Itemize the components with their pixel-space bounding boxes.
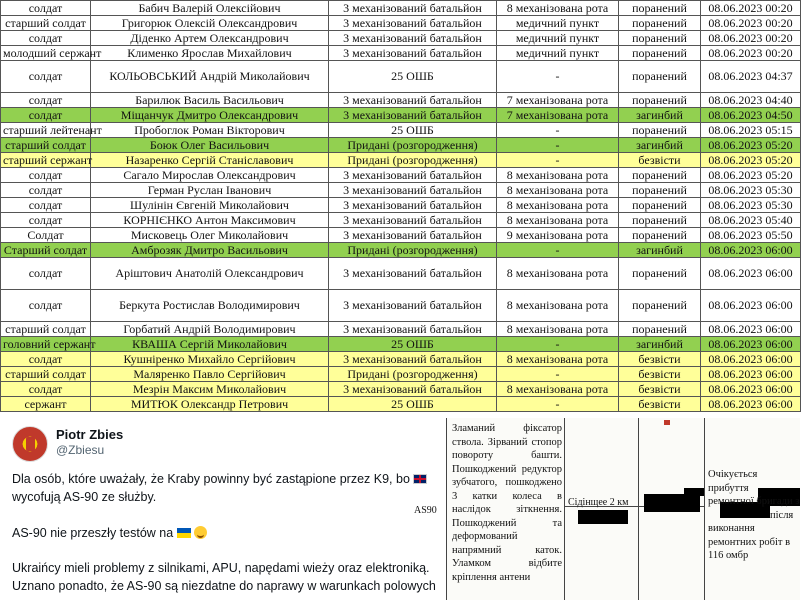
tweet-paragraph-1	[12, 470, 437, 506]
cell-datetime: 08.06.2023 05:20	[701, 153, 801, 168]
cell-datetime: 08.06.2023 05:30	[701, 198, 801, 213]
cell-name: Сагало Мирослав Олександрович	[91, 168, 329, 183]
cell-status: загинбий	[619, 243, 701, 258]
cell-name: КВАША Сергій Миколайович	[91, 337, 329, 352]
cell-subunit: 8 механізована рота	[497, 1, 619, 16]
tweet-paragraph-2	[12, 524, 437, 542]
redaction-block	[578, 510, 628, 524]
tweet-text-line: wycofują AS-90 ze służby.	[12, 490, 157, 504]
cell-name: Григорюк Олексій Олександрович	[91, 16, 329, 31]
document-scan	[414, 418, 800, 600]
cell-unit: 3 механізований батальйон	[329, 322, 497, 337]
cell-rank: старший лейтенант	[1, 123, 91, 138]
defect-word: Зламаний	[452, 423, 496, 434]
cell-status: поранений	[619, 322, 701, 337]
cell-rank: молодший сержант	[1, 46, 91, 61]
cell-status: поранений	[619, 31, 701, 46]
defect-word: антени	[499, 571, 531, 583]
cell-datetime: 08.06.2023 06:00	[701, 258, 801, 290]
cell-status: загинбий	[619, 108, 701, 123]
table-row	[1, 198, 801, 213]
defects-text	[452, 422, 562, 584]
cell-unit: 3 механізований батальйон	[329, 16, 497, 31]
cell-subunit: -	[497, 153, 619, 168]
cell-status: безвісти	[619, 153, 701, 168]
cell-name: Кушніренко Михайло Сергійович	[91, 352, 329, 367]
cell-datetime: 08.06.2023 06:00	[701, 352, 801, 367]
note-text	[708, 468, 800, 563]
cell-subunit: 8 механізована рота	[497, 213, 619, 228]
cell-unit: 25 ОШБ	[329, 123, 497, 138]
tweet-paragraph-3	[12, 559, 437, 595]
cell-subunit: 8 механізована рота	[497, 258, 619, 290]
cell-datetime: 08.06.2023 06:00	[701, 367, 801, 382]
table-row	[1, 243, 801, 258]
tweet-author-handle[interactable]: @Zbiesu	[56, 443, 105, 457]
cell-subunit: -	[497, 397, 619, 412]
table-row	[1, 228, 801, 243]
cell-status: поранений	[619, 168, 701, 183]
cell-status: поранений	[619, 46, 701, 61]
note-line: виконання	[708, 523, 755, 534]
tweet-text-line: Ukraińcy mieli problemy z silnikami, APU, napędami wieży oraz elektroniką.	[12, 561, 430, 575]
cell-unit: 3 механізований батальйон	[329, 1, 497, 16]
cell-status: загинбий	[619, 337, 701, 352]
table-row	[1, 397, 801, 412]
cell-unit: 3 механізований батальйон	[329, 108, 497, 123]
defect-word: та	[552, 517, 562, 529]
defect-word: наслідок	[452, 504, 491, 515]
cell-unit: 25 ОШБ	[329, 61, 497, 93]
cell-status: поранений	[619, 1, 701, 16]
cell-rank: Солдат	[1, 228, 91, 243]
cell-rank: сержант	[1, 397, 91, 412]
cell-name: Беркута Ростислав Володимирович	[91, 290, 329, 322]
defect-word: колеса	[512, 490, 542, 502]
cell-unit: 3 механізований батальйон	[329, 183, 497, 198]
cell-unit: 3 механізований батальйон	[329, 31, 497, 46]
cell-rank: солдат	[1, 198, 91, 213]
cell-name: Шулінін Євгеній Миколайович	[91, 198, 329, 213]
cell-name: Мезрін Максим Миколайович	[91, 382, 329, 397]
table-row	[1, 61, 801, 93]
cell-name: МИТЮК Олександр Петрович	[91, 397, 329, 412]
cell-datetime: 08.06.2023 05:30	[701, 183, 801, 198]
defect-word: фіксатор	[523, 423, 562, 434]
tweet-text-line: Dla osób, które uważały, że Kraby powinny być zastąpione przez K9, bo	[12, 472, 410, 486]
cell-name: Герман Руслан Іванович	[91, 183, 329, 198]
defect-word: стопор	[531, 436, 562, 448]
table-row	[1, 46, 801, 61]
cell-datetime: 08.06.2023 05:20	[701, 168, 801, 183]
cell-subunit: 8 механізована рота	[497, 322, 619, 337]
cell-unit: Придані (розгородження)	[329, 138, 497, 153]
cell-rank: солдат	[1, 183, 91, 198]
cell-name: Назаренко Сергій Станіславович	[91, 153, 329, 168]
cell-name: Клименко Ярослав Михайлович	[91, 46, 329, 61]
cell-subunit: 7 механізована рота	[497, 93, 619, 108]
cell-subunit: медичний пункт	[497, 16, 619, 31]
cell-rank: солдат	[1, 352, 91, 367]
cell-unit: Придані (розгородження)	[329, 153, 497, 168]
cell-datetime: 08.06.2023 06:00	[701, 397, 801, 412]
cell-status: безвісти	[619, 382, 701, 397]
cell-status: поранений	[619, 228, 701, 243]
cell-name: Міщанчук Дмитро Олександрович	[91, 108, 329, 123]
tweet-text-line: AS-90 nie przeszły testów na	[12, 526, 174, 540]
cell-subunit: -	[497, 138, 619, 153]
cell-rank: старший солдат	[1, 138, 91, 153]
defect-word: катки	[472, 490, 498, 502]
cell-rank: солдат	[1, 382, 91, 397]
cell-name: Горбатий Андрій Володимирович	[91, 322, 329, 337]
cell-name: Мисковець Олег Миколайович	[91, 228, 329, 243]
cell-unit: 3 механізований батальйон	[329, 290, 497, 322]
cell-subunit: 7 механізована рота	[497, 108, 619, 123]
defect-word: каток.	[535, 544, 562, 556]
tweet-card	[0, 418, 446, 600]
cell-subunit: 8 механізована рота	[497, 198, 619, 213]
cell-rank: солдат	[1, 1, 91, 16]
cell-rank: солдат	[1, 168, 91, 183]
cell-rank: головний сержант	[1, 337, 91, 352]
profile-avatar-icon[interactable]	[12, 426, 48, 462]
defect-word: редуктор	[521, 463, 562, 475]
defect-word: відбите	[528, 558, 562, 569]
cell-status: поранений	[619, 258, 701, 290]
table-row	[1, 352, 801, 367]
red-mark	[664, 420, 670, 425]
cell-rank: солдат	[1, 108, 91, 123]
cell-unit: 25 ОШБ	[329, 397, 497, 412]
defect-word: деформований	[452, 531, 518, 542]
tweet-author-name[interactable]: Piotr Zbies	[56, 427, 124, 442]
cell-subunit: 8 механізована рота	[497, 290, 619, 322]
table-row	[1, 108, 801, 123]
defect-word: Пошкоджений	[452, 463, 517, 475]
cell-datetime: 08.06.2023 04:40	[701, 93, 801, 108]
cell-subunit: -	[497, 337, 619, 352]
cell-rank: старший солдат	[1, 367, 91, 382]
table-row	[1, 322, 801, 337]
cell-status: поранений	[619, 93, 701, 108]
cell-datetime: 08.06.2023 00:20	[701, 46, 801, 61]
cell-subunit: 8 механізована рота	[497, 183, 619, 198]
table-row	[1, 337, 801, 352]
defect-word: Пошкоджений	[452, 517, 517, 529]
cell-name: КОРНІЄНКО Антон Максимович	[91, 213, 329, 228]
cell-subunit: 9 механізована рота	[497, 228, 619, 243]
table-row	[1, 16, 801, 31]
table-row	[1, 183, 801, 198]
uk-flag-icon	[413, 474, 427, 484]
redaction-block	[644, 494, 700, 512]
cell-rank: солдат	[1, 31, 91, 46]
cell-unit: 25 ОШБ	[329, 337, 497, 352]
table-row	[1, 213, 801, 228]
cell-unit: 3 механізований батальйон	[329, 168, 497, 183]
cell-rank: солдат	[1, 213, 91, 228]
cell-datetime: 08.06.2023 05:40	[701, 213, 801, 228]
table-row	[1, 258, 801, 290]
cell-name: Аріштович Анатолій Олександрович	[91, 258, 329, 290]
cell-name: Пробоглок Роман Вікторович	[91, 123, 329, 138]
defect-word: Уламком	[452, 558, 492, 569]
defect-word: в	[557, 490, 562, 502]
cell-status: поранений	[619, 290, 701, 322]
cell-rank: солдат	[1, 258, 91, 290]
cell-unit: 3 механізований батальйон	[329, 258, 497, 290]
redaction-block	[684, 488, 704, 496]
cell-rank: Старший солдат	[1, 243, 91, 258]
cell-unit: 3 механізований батальйон	[329, 46, 497, 61]
cell-unit: Придані (розгородження)	[329, 367, 497, 382]
cell-name: КОЛЬОВСЬКИЙ Андрій Миколайович	[91, 61, 329, 93]
note-line: після	[770, 509, 794, 521]
defect-word: пошкоджено	[505, 477, 562, 488]
cell-subunit: -	[497, 123, 619, 138]
cell-subunit: -	[497, 367, 619, 382]
cell-name: Барилюк Василь Васильович	[91, 93, 329, 108]
table-row	[1, 1, 801, 16]
note-line: ремонтної бригади з	[708, 496, 800, 507]
cell-name: Амброзяк Дмитро Васильович	[91, 243, 329, 258]
cell-datetime: 08.06.2023 05:20	[701, 138, 801, 153]
defect-word: кріплення	[452, 571, 497, 583]
cell-name: Бабич Валерій Олексійович	[91, 1, 329, 16]
defect-word: 3	[452, 490, 458, 502]
cell-datetime: 08.06.2023 06:00	[701, 322, 801, 337]
cell-unit: Придані (розгородження)	[329, 243, 497, 258]
cell-name: Боюк Олег Васильович	[91, 138, 329, 153]
cell-status: поранений	[619, 198, 701, 213]
vehicle-label: AS90	[414, 505, 437, 516]
cell-datetime: 08.06.2023 06:00	[701, 290, 801, 322]
defect-word: зубчатого,	[452, 477, 498, 488]
table-row	[1, 382, 801, 397]
cell-datetime: 08.06.2023 00:20	[701, 31, 801, 46]
table-row	[1, 367, 801, 382]
cell-status: поранений	[619, 183, 701, 198]
table-row	[1, 153, 801, 168]
cell-unit: 3 механізований батальйон	[329, 93, 497, 108]
cell-status: поранений	[619, 61, 701, 93]
table-row	[1, 93, 801, 108]
ukraine-flag-icon	[177, 528, 191, 538]
defect-word: башти.	[531, 450, 562, 461]
defect-word: напрямний	[452, 544, 502, 556]
cell-subunit: медичний пункт	[497, 31, 619, 46]
cell-unit: 3 механізований батальйон	[329, 213, 497, 228]
cell-status: безвісти	[619, 352, 701, 367]
note-line: 116 омбр	[708, 550, 749, 561]
table-row	[1, 290, 801, 322]
cell-status: поранений	[619, 213, 701, 228]
cell-status: безвісти	[619, 367, 701, 382]
cell-datetime: 08.06.2023 00:20	[701, 16, 801, 31]
cell-unit: 3 механізований батальйон	[329, 228, 497, 243]
defect-word: ствола.	[452, 436, 484, 448]
table-row	[1, 123, 801, 138]
cell-rank: солдат	[1, 290, 91, 322]
cell-datetime: 08.06.2023 06:00	[701, 382, 801, 397]
cell-subunit: 8 механізована рота	[497, 168, 619, 183]
defect-word: повороту	[452, 450, 494, 461]
cell-datetime: 08.06.2023 06:00	[701, 337, 801, 352]
cell-status: безвісти	[619, 397, 701, 412]
cell-rank: старший сержант	[1, 153, 91, 168]
cell-datetime: 08.06.2023 04:50	[701, 108, 801, 123]
cell-status: поранений	[619, 123, 701, 138]
cell-name: Маляренко Павло Сергійович	[91, 367, 329, 382]
cell-datetime: 08.06.2023 05:50	[701, 228, 801, 243]
cell-datetime: 08.06.2023 05:15	[701, 123, 801, 138]
cell-rank: старший солдат	[1, 16, 91, 31]
cell-unit: 3 механізований батальйон	[329, 352, 497, 367]
defects-list	[452, 423, 562, 583]
cell-datetime: 08.06.2023 04:37	[701, 61, 801, 93]
upside-down-face-icon	[194, 526, 207, 539]
note-line: ремонтних робіт в	[708, 536, 791, 548]
cell-name: Діденко Артем Олександрович	[91, 31, 329, 46]
cell-status: поранений	[619, 16, 701, 31]
cell-subunit: 8 механізована рота	[497, 352, 619, 367]
table-row	[1, 31, 801, 46]
table-row	[1, 168, 801, 183]
cell-datetime: 08.06.2023 00:20	[701, 1, 801, 16]
cell-rank: солдат	[1, 61, 91, 93]
cell-status: загинбий	[619, 138, 701, 153]
table-row	[1, 138, 801, 153]
cell-subunit: -	[497, 243, 619, 258]
cell-unit: 3 механізований батальйон	[329, 198, 497, 213]
defect-word: зіткнення.	[516, 504, 562, 515]
cell-subunit: 8 механізована рота	[497, 382, 619, 397]
cell-unit: 3 механізований батальйон	[329, 382, 497, 397]
note-line: Очікується прибуття	[708, 469, 758, 494]
cell-subunit: медичний пункт	[497, 46, 619, 61]
tweet-text-line: Uznano ponadto, że AS-90 są niezdatne do naprawy w warunkach polowych	[12, 579, 436, 593]
cell-datetime: 08.06.2023 06:00	[701, 243, 801, 258]
cell-subunit: -	[497, 61, 619, 93]
cell-rank: старший солдат	[1, 322, 91, 337]
cell-rank: солдат	[1, 93, 91, 108]
defect-word: Зірваний	[487, 436, 528, 448]
parts-text: Сідінщее 2 км	[568, 497, 629, 508]
